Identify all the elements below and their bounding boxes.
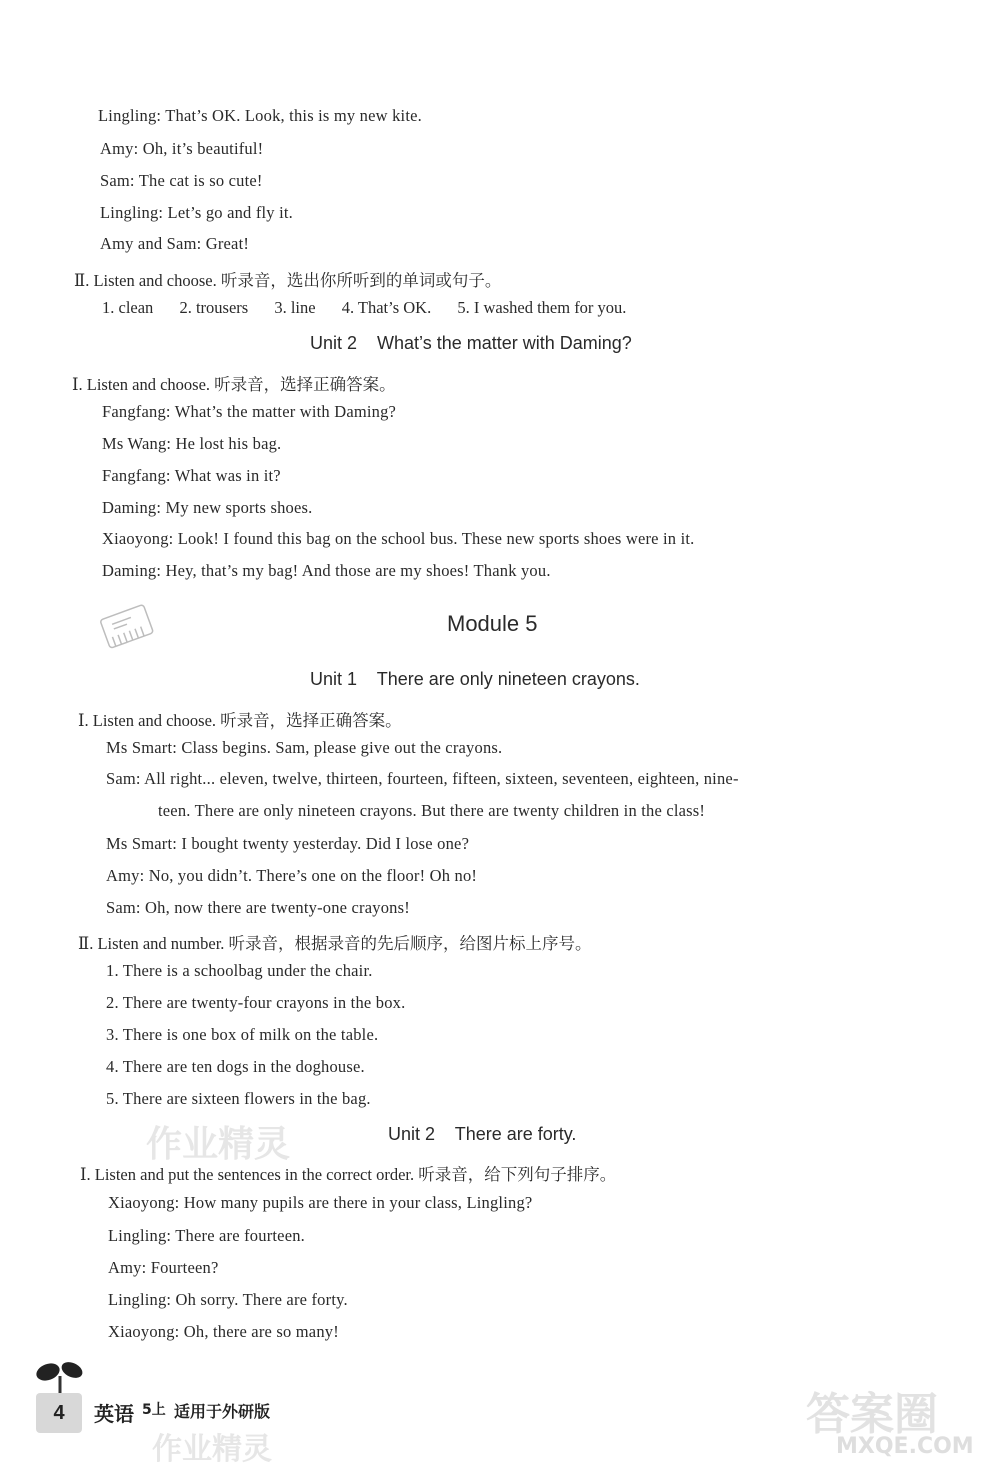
- sprout-icon: [34, 1358, 86, 1398]
- watermark-logo: 答案圈: [806, 1389, 938, 1440]
- dialogue-line: Fangfang: What was in it?: [102, 466, 281, 485]
- dialogue-line: Lingling: That’s OK. Look, this is my new kite.: [98, 106, 422, 125]
- section-label: Ⅱ. Listen and choose. 听录音，选出你所听到的单词或句子。: [74, 271, 502, 290]
- numbered-item: 5. There are sixteen flowers in the bag.: [106, 1089, 371, 1108]
- dialogue-line: Ms Smart: I bought twenty yesterday. Did I lose one?: [106, 834, 470, 853]
- watermark-text: 作业精灵: [152, 1432, 272, 1467]
- section-label: Ⅰ. Listen and put the sentences in the correct order. 听录音，给下列句子排序。: [80, 1165, 617, 1184]
- dialogue-line: Amy and Sam: Great!: [100, 234, 250, 253]
- dialogue-line: Xiaoyong: Oh, there are so many!: [108, 1322, 339, 1341]
- dialogue-line: Ms Smart: Class begins. Sam, please give out the crayons.: [106, 738, 503, 757]
- answer-item: 2. trousers: [179, 298, 249, 317]
- dialogue-line: Sam: The cat is so cute!: [100, 171, 263, 190]
- dialogue-line: Lingling: Let’s go and fly it.: [100, 203, 293, 222]
- numbered-item: 1. There is a schoolbag under the chair.: [106, 961, 373, 980]
- answer-item: 3. line: [274, 298, 316, 317]
- dialogue-line: Xiaoyong: How many pupils are there in your class, Lingling?: [108, 1193, 533, 1212]
- dialogue-line: Lingling: Oh sorry. There are forty.: [108, 1290, 348, 1309]
- dialogue-line: Ms Wang: He lost his bag.: [102, 434, 282, 453]
- footer-edition: 适用于外研版: [174, 1402, 271, 1421]
- numbered-item: 4. There are ten dogs in the doghouse.: [106, 1057, 365, 1076]
- module-heading: Module 5: [447, 611, 538, 636]
- dialogue-line: Lingling: There are fourteen.: [108, 1226, 306, 1245]
- piano-sticker-icon: [96, 597, 160, 657]
- watermark-text: 作业精灵: [146, 1124, 291, 1165]
- dialogue-line: Daming: My new sports shoes.: [102, 498, 313, 517]
- dialogue-line: Sam: Oh, now there are twenty-one crayons!: [106, 898, 410, 917]
- dialogue-line: teen. There are only nineteen crayons. But there are twenty children in the class!: [158, 801, 706, 820]
- dialogue-line: Amy: Oh, it’s beautiful!: [100, 139, 264, 158]
- answer-item: 4. That’s OK.: [341, 298, 432, 317]
- answer-item: 1. clean: [102, 298, 154, 317]
- watermark-url: MXQE.COM: [836, 1434, 974, 1459]
- unit-heading: Unit 1 There are only nineteen crayons.: [310, 669, 640, 689]
- dialogue-line: Sam: All right... eleven, twelve, thirteen, fourteen, fifteen, sixteen, seventeen, eighteen, nine-: [106, 769, 739, 788]
- numbered-item: 3. There is one box of milk on the table.: [106, 1025, 379, 1044]
- section-label: Ⅰ. Listen and choose. 听录音，选择正确答案。: [78, 711, 402, 730]
- dialogue-line: Daming: Hey, that’s my bag! And those are my shoes! Thank you.: [102, 561, 551, 580]
- dialogue-line: Fangfang: What’s the matter with Daming?: [102, 402, 397, 421]
- numbered-item: 2. There are twenty-four crayons in the box.: [106, 993, 406, 1012]
- footer-subject: 英语: [94, 1402, 134, 1426]
- answer-row: [102, 298, 648, 318]
- dialogue-line: Amy: Fourteen?: [108, 1258, 219, 1277]
- section-label: Ⅱ. Listen and number. 听录音，根据录音的先后顺序，给图片标上序号。: [78, 934, 592, 953]
- unit-heading: Unit 2 There are forty.: [388, 1124, 577, 1144]
- page-number: 4: [36, 1393, 82, 1433]
- answer-item: 5. I washed them for you.: [457, 298, 627, 317]
- unit-heading: Unit 2 What’s the matter with Daming?: [310, 333, 632, 353]
- section-label: Ⅰ. Listen and choose. 听录音，选择正确答案。: [72, 375, 396, 394]
- footer-grade: 5上: [142, 1402, 166, 1418]
- dialogue-line: Xiaoyong: Look! I found this bag on the school bus. These new sports shoes were in it.: [102, 529, 695, 548]
- dialogue-line: Amy: No, you didn’t. There’s one on the floor! Oh no!: [106, 866, 478, 885]
